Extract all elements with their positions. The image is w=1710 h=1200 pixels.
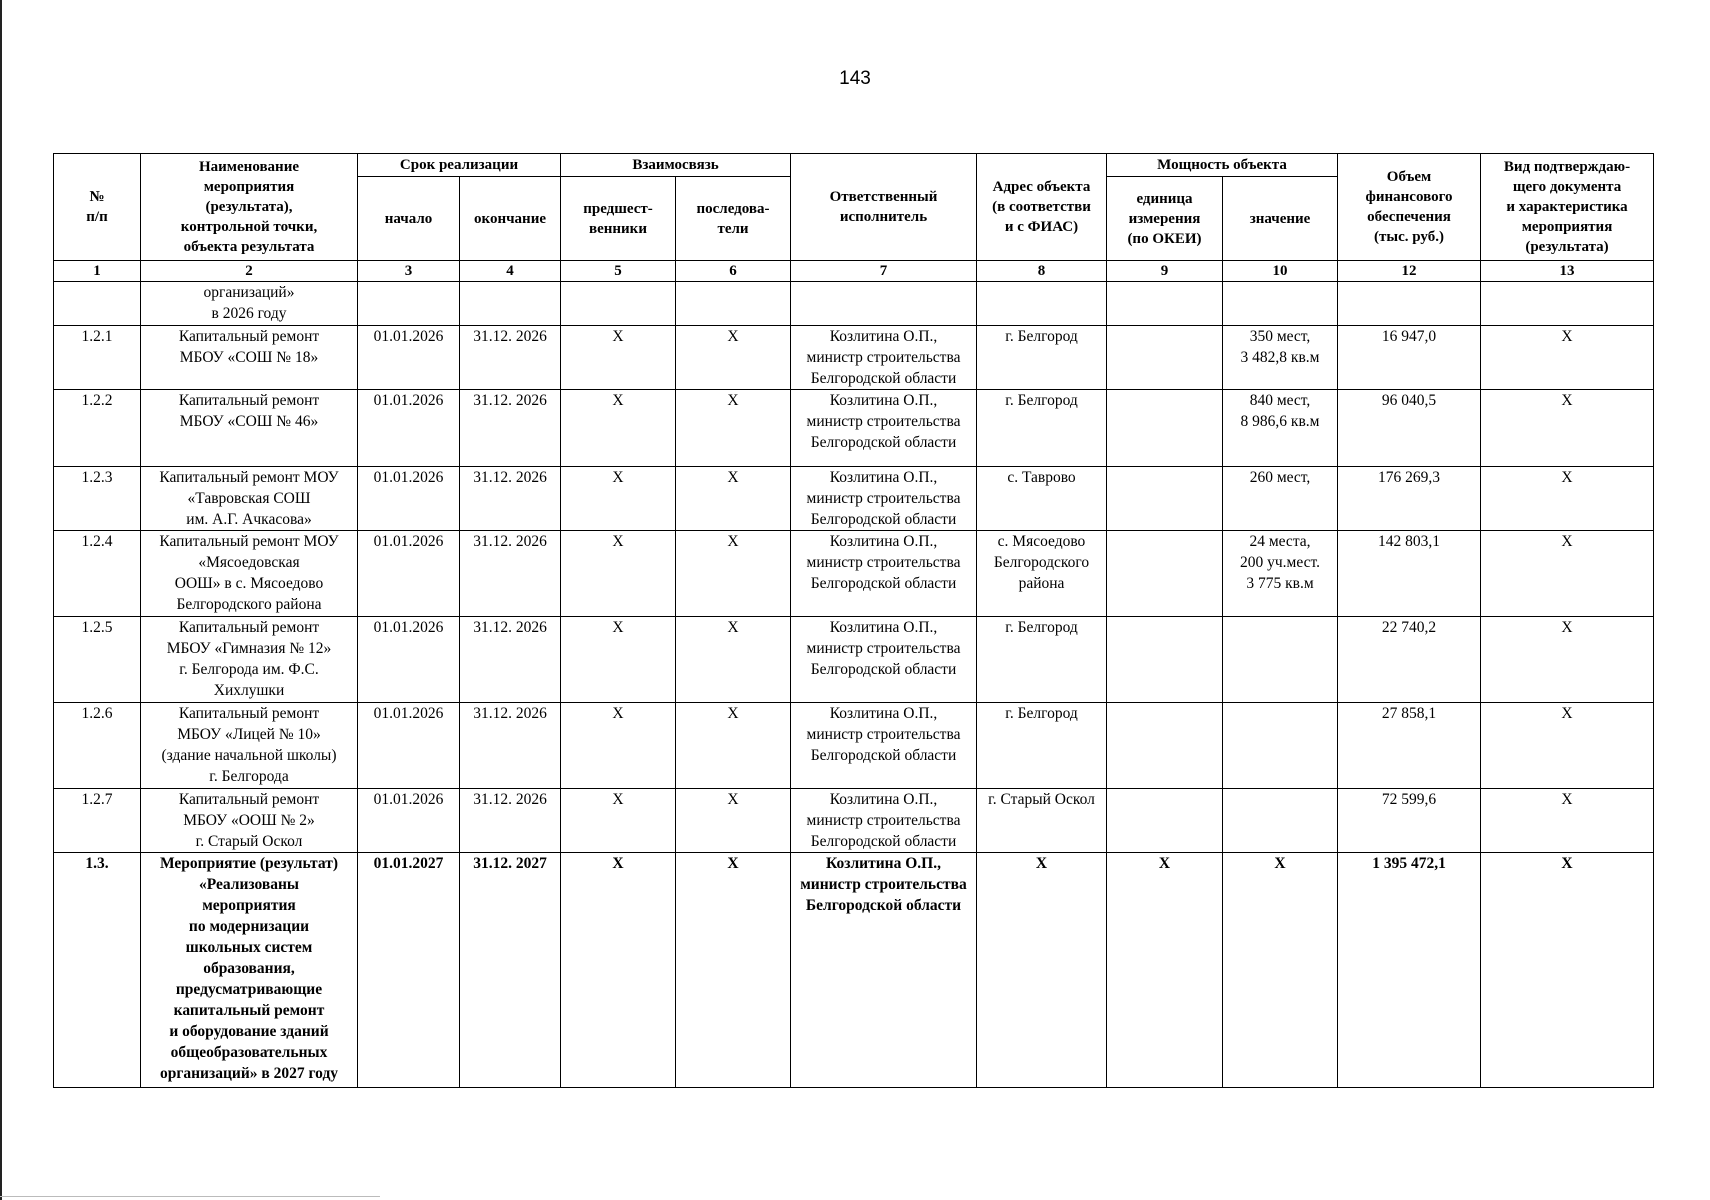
end-date: 31.12. 2026	[460, 617, 561, 703]
financing-amount	[1338, 282, 1481, 326]
table-row	[54, 282, 1654, 326]
header-successors: последова- тели	[676, 177, 791, 261]
end-date: 31.12. 2026	[460, 531, 561, 617]
start-date: 01.01.2026	[358, 789, 460, 853]
predecessors-cell: X	[561, 467, 676, 531]
capacity-value	[1223, 789, 1338, 853]
end-date	[460, 282, 561, 326]
header-financing: Объем финансового обеспечения (тыс. руб.)	[1338, 154, 1481, 261]
capacity-unit: X	[1107, 853, 1223, 1088]
table-row	[54, 531, 1654, 617]
row-number: 1.2.2	[54, 390, 141, 467]
row-number: 1.2.6	[54, 703, 141, 789]
capacity-unit	[1107, 390, 1223, 467]
end-date: 31.12. 2026	[460, 326, 561, 390]
header-end: окончание	[460, 177, 561, 261]
financing-amount: 22 740,2	[1338, 617, 1481, 703]
col-number: 4	[460, 261, 561, 282]
predecessors-cell: X	[561, 703, 676, 789]
document-type: X	[1481, 617, 1654, 703]
document-type: X	[1481, 467, 1654, 531]
col-number: 1	[54, 261, 141, 282]
predecessors-cell: X	[561, 531, 676, 617]
capacity-value: 840 мест, 8 986,6 кв.м	[1223, 390, 1338, 467]
activity-name: Капитальный ремонт МБОУ «Гимназия № 12» г. Белгорода им. Ф.С. Хихлушки	[141, 617, 358, 703]
col-number: 6	[676, 261, 791, 282]
activities-table	[53, 153, 1654, 1088]
responsible-person: Козлитина О.П., министр строительства Белгородской области	[791, 789, 977, 853]
row-number: 1.3.	[54, 853, 141, 1088]
capacity-unit	[1107, 467, 1223, 531]
start-date: 01.01.2026	[358, 390, 460, 467]
row-number: 1.2.4	[54, 531, 141, 617]
page-edge-line	[0, 0, 2, 1200]
start-date: 01.01.2026	[358, 326, 460, 390]
financing-amount: 1 395 472,1	[1338, 853, 1481, 1088]
financing-amount: 142 803,1	[1338, 531, 1481, 617]
activity-name: Мероприятие (результат) «Реализованы мероприятия по модернизации школьных систем образования, предусматривающие капитальный ремонт и оборудование зданий общеобразовательных организаций» в 2027 году	[141, 853, 358, 1088]
header-unit: единица измерения (по ОКЕИ)	[1107, 177, 1223, 261]
predecessors-cell	[561, 282, 676, 326]
object-address: г. Белгород	[977, 703, 1107, 789]
responsible-person: Козлитина О.П., министр строительства Белгородской области	[791, 853, 977, 1088]
object-address	[977, 282, 1107, 326]
row-number: 1.2.3	[54, 467, 141, 531]
table-row	[54, 326, 1654, 390]
capacity-unit	[1107, 282, 1223, 326]
activity-name: Капитальный ремонт МОУ «Мясоедовская ООШ» в с. Мясоедово Белгородского района	[141, 531, 358, 617]
table-row	[54, 617, 1654, 703]
col-number: 7	[791, 261, 977, 282]
responsible-person: Козлитина О.П., министр строительства Белгородской области	[791, 617, 977, 703]
successors-cell: X	[676, 703, 791, 789]
activity-name: организаций» в 2026 году	[141, 282, 358, 326]
capacity-unit	[1107, 326, 1223, 390]
capacity-value: 260 мест,	[1223, 467, 1338, 531]
start-date	[358, 282, 460, 326]
document-type: X	[1481, 703, 1654, 789]
col-number: 8	[977, 261, 1107, 282]
col-number: 10	[1223, 261, 1338, 282]
col-number: 3	[358, 261, 460, 282]
header-address: Адрес объекта (в соответстви и с ФИАС)	[977, 154, 1107, 261]
successors-cell: X	[676, 853, 791, 1088]
responsible-person: Козлитина О.П., министр строительства Белгородской области	[791, 703, 977, 789]
capacity-value	[1223, 617, 1338, 703]
successors-cell: X	[676, 789, 791, 853]
predecessors-cell: X	[561, 617, 676, 703]
table-row	[54, 703, 1654, 789]
activity-name: Капитальный ремонт МБОУ «СОШ № 46»	[141, 390, 358, 467]
document-type: X	[1481, 531, 1654, 617]
successors-cell: X	[676, 467, 791, 531]
document-type: X	[1481, 789, 1654, 853]
object-address: г. Старый Оскол	[977, 789, 1107, 853]
col-number: 13	[1481, 261, 1654, 282]
end-date: 31.12. 2026	[460, 467, 561, 531]
predecessors-cell: X	[561, 390, 676, 467]
start-date: 01.01.2026	[358, 531, 460, 617]
activity-name: Капитальный ремонт МБОУ «Лицей № 10» (здание начальной школы) г. Белгорода	[141, 703, 358, 789]
capacity-value: 350 мест, 3 482,8 кв.м	[1223, 326, 1338, 390]
predecessors-cell: X	[561, 853, 676, 1088]
start-date: 01.01.2026	[358, 467, 460, 531]
row-number: 1.2.1	[54, 326, 141, 390]
successors-cell: X	[676, 390, 791, 467]
capacity-value	[1223, 282, 1338, 326]
responsible-person: Козлитина О.П., министр строительства Белгородской области	[791, 326, 977, 390]
col-number: 12	[1338, 261, 1481, 282]
document-type: X	[1481, 326, 1654, 390]
object-address: с. Мясоедово Белгородского района	[977, 531, 1107, 617]
object-address: г. Белгород	[977, 390, 1107, 467]
responsible-person: Козлитина О.П., министр строительства Белгородской области	[791, 390, 977, 467]
table-row	[54, 467, 1654, 531]
page-bottom-line	[0, 1196, 380, 1197]
start-date: 01.01.2026	[358, 617, 460, 703]
responsible-person	[791, 282, 977, 326]
header-name: Наименование мероприятия (результата), контрольной точки, объекта результата	[141, 154, 358, 261]
table-header	[54, 154, 1654, 282]
col-number: 5	[561, 261, 676, 282]
header-term: Срок реализации	[358, 154, 561, 177]
successors-cell: X	[676, 531, 791, 617]
object-address: X	[977, 853, 1107, 1088]
page-number: 143	[839, 68, 871, 89]
financing-amount: 16 947,0	[1338, 326, 1481, 390]
financing-amount: 96 040,5	[1338, 390, 1481, 467]
start-date: 01.01.2027	[358, 853, 460, 1088]
financing-amount: 72 599,6	[1338, 789, 1481, 853]
col-number: 9	[1107, 261, 1223, 282]
header-num: № п/п	[54, 154, 141, 261]
object-address: г. Белгород	[977, 326, 1107, 390]
predecessors-cell: X	[561, 789, 676, 853]
capacity-value: X	[1223, 853, 1338, 1088]
header-predecessors: предшест- венники	[561, 177, 676, 261]
end-date: 31.12. 2026	[460, 703, 561, 789]
header-capacity: Мощность объекта	[1107, 154, 1338, 177]
row-number: 1.2.5	[54, 617, 141, 703]
row-number	[54, 282, 141, 326]
header-document: Вид подтверждаю- щего документа и характеристика мероприятия (результата)	[1481, 154, 1654, 261]
responsible-person: Козлитина О.П., министр строительства Белгородской области	[791, 531, 977, 617]
capacity-value: 24 места, 200 уч.мест. 3 775 кв.м	[1223, 531, 1338, 617]
object-address: с. Таврово	[977, 467, 1107, 531]
capacity-unit	[1107, 703, 1223, 789]
table-row	[54, 390, 1654, 467]
activity-name: Капитальный ремонт МОУ «Тавровская СОШ им. А.Г. Ачкасова»	[141, 467, 358, 531]
successors-cell: X	[676, 617, 791, 703]
row-number: 1.2.7	[54, 789, 141, 853]
capacity-value	[1223, 703, 1338, 789]
document-type	[1481, 282, 1654, 326]
table-row	[54, 853, 1654, 1088]
header-link: Взаимосвязь	[561, 154, 791, 177]
financing-amount: 176 269,3	[1338, 467, 1481, 531]
successors-cell	[676, 282, 791, 326]
end-date: 31.12. 2027	[460, 853, 561, 1088]
capacity-unit	[1107, 531, 1223, 617]
activity-name: Капитальный ремонт МБОУ «СОШ № 18»	[141, 326, 358, 390]
header-start: начало	[358, 177, 460, 261]
capacity-unit	[1107, 617, 1223, 703]
financing-amount: 27 858,1	[1338, 703, 1481, 789]
start-date: 01.01.2026	[358, 703, 460, 789]
table-row	[54, 789, 1654, 853]
capacity-unit	[1107, 789, 1223, 853]
activity-name: Капитальный ремонт МБОУ «ООШ № 2» г. Старый Оскол	[141, 789, 358, 853]
document-type: X	[1481, 390, 1654, 467]
object-address: г. Белгород	[977, 617, 1107, 703]
col-number: 2	[141, 261, 358, 282]
predecessors-cell: X	[561, 326, 676, 390]
header-value: значение	[1223, 177, 1338, 261]
responsible-person: Козлитина О.П., министр строительства Белгородской области	[791, 467, 977, 531]
end-date: 31.12. 2026	[460, 789, 561, 853]
document-type: X	[1481, 853, 1654, 1088]
successors-cell: X	[676, 326, 791, 390]
end-date: 31.12. 2026	[460, 390, 561, 467]
table-body	[54, 282, 1654, 1088]
header-responsible: Ответственный исполнитель	[791, 154, 977, 261]
